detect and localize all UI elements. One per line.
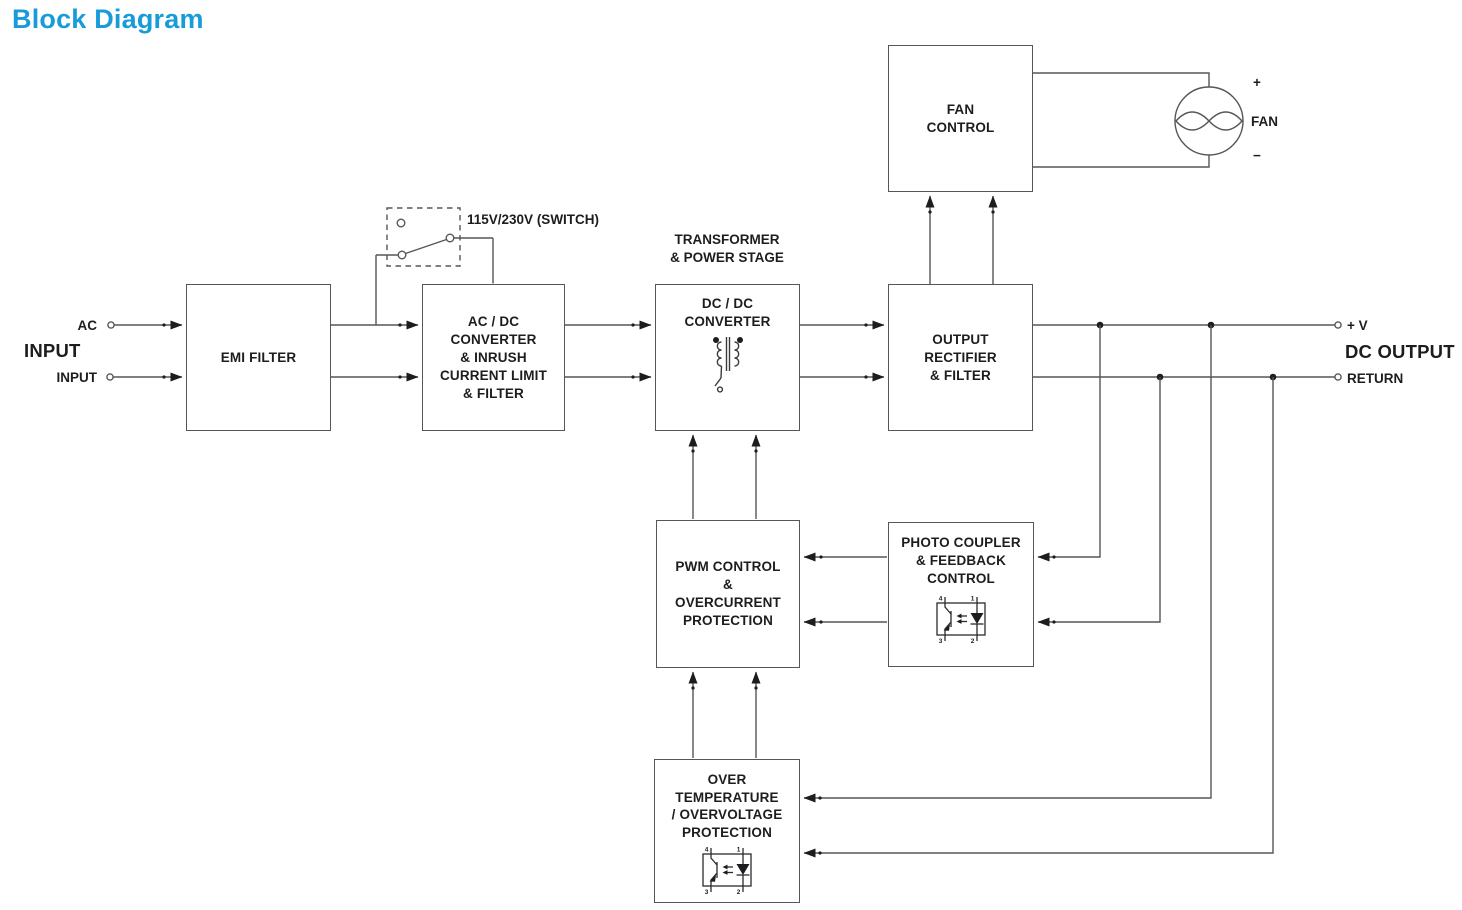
block-label-line: PROTECTION [681, 824, 772, 840]
block-label-line: TEMPERATURE [675, 789, 779, 805]
ac-input-wire [108, 322, 182, 328]
block-label-line: & FEEDBACK [915, 553, 1006, 568]
transformer-stage-line1: TRANSFORMER [674, 232, 780, 247]
block-label-line: OUTPUT [932, 331, 989, 347]
block-label-line: CONTROL [927, 571, 995, 586]
opto-pin-3: 3 [704, 889, 709, 895]
feedback-wire-plusv-to-photo [1038, 325, 1100, 559]
emi-to-acdc-wires [331, 323, 418, 378]
fan-plus-label: + [1253, 75, 1261, 90]
block-label-line: & FILTER [463, 385, 524, 401]
block-label-line: FAN [946, 101, 975, 117]
input-terminal-label: INPUT [56, 370, 97, 385]
fan-label: FAN [1251, 114, 1278, 129]
block-output-rectifier [888, 284, 1033, 431]
block-emi-filter [186, 284, 331, 431]
block-pwm-control [656, 520, 800, 668]
transformer-stage-label [627, 231, 827, 266]
block-photo-coupler [888, 522, 1034, 667]
block-label-line: RECTIFIER [924, 349, 997, 365]
block-label-line: & [723, 577, 733, 592]
block-label-line: EMI FILTER [220, 349, 297, 365]
block-label-line: CONVERTER [450, 331, 537, 347]
block-label-line: AC / DC [467, 313, 520, 329]
feedback-wire-return-to-photo [1038, 377, 1160, 624]
fan-icon [1175, 87, 1243, 155]
block-label-line: PHOTO COUPLER [901, 535, 1021, 550]
transformer-icon [704, 333, 752, 397]
block-label-line: OVER [707, 772, 747, 787]
dcdc-to-output-wires [800, 323, 884, 378]
page-title: Block Diagram [12, 4, 204, 34]
feedback-wire-return-to-ovt [804, 377, 1273, 855]
opto-pin-3: 3 [938, 638, 943, 644]
block-label-line: PWM CONTROL [675, 559, 781, 574]
fan-minus-label: − [1253, 148, 1261, 163]
block-label-line: DC / DC [701, 296, 754, 311]
block-dcdc-converter [655, 284, 800, 431]
voltage-switch-label: 115V/230V (SWITCH) [467, 212, 600, 227]
input-line-wire [107, 374, 182, 380]
block-label-line: CURRENT LIMIT [440, 367, 547, 383]
opto-pin-4: 4 [704, 846, 709, 854]
block-label-line: / OVERVOLTAGE [671, 807, 783, 822]
ac-terminal-label: AC [77, 318, 97, 333]
return-bus [1033, 374, 1341, 381]
block-fan-control [888, 45, 1033, 192]
opto-pin-2: 2 [736, 889, 741, 895]
plus-v-terminal-label: + V [1347, 318, 1368, 333]
opto-pin-2: 2 [970, 638, 975, 644]
transformer-stage-line2: & POWER STAGE [670, 249, 784, 265]
fan-wires [1033, 73, 1209, 167]
acdc-to-dcdc-wires [565, 323, 651, 378]
input-group-label: INPUT [24, 340, 81, 361]
return-terminal-label: RETURN [1347, 371, 1404, 386]
opto-pin-4: 4 [938, 595, 943, 603]
pwm-to-dcdc-wires [691, 435, 757, 519]
block-over-temp-protection [654, 759, 800, 903]
optocoupler-icon [930, 594, 992, 644]
block-label-line: PROTECTION [682, 613, 773, 628]
photo-to-pwm-wires [804, 555, 887, 623]
optocoupler-icon [696, 845, 758, 895]
dc-output-group-label: DC OUTPUT [1345, 341, 1455, 362]
opto-pin-1: 1 [970, 595, 975, 603]
block-label-line: CONTROL [926, 119, 995, 135]
plus-v-bus [1033, 322, 1341, 329]
block-label-line: & FILTER [930, 367, 991, 383]
ovt-to-pwm-wires [691, 672, 757, 758]
block-acdc-converter [422, 284, 565, 431]
fan-control-feed-wires [928, 196, 994, 284]
block-label-line: OVERCURRENT [675, 595, 781, 610]
block-label-line: CONVERTER [684, 314, 771, 329]
block-label-line: & INRUSH [460, 349, 527, 365]
opto-pin-1: 1 [736, 846, 741, 854]
